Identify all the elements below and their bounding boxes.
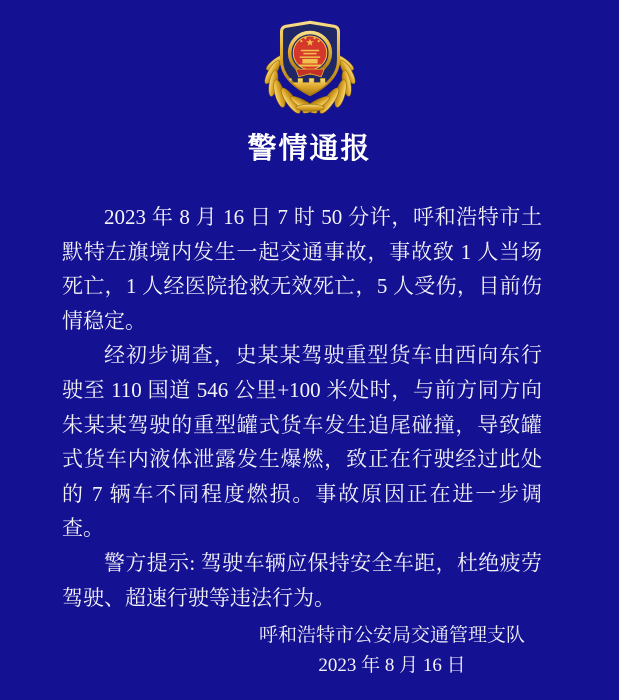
notice-paragraph-3: 警方提示: 驾驶车辆应保持安全车距，杜绝疲劳驾驶、超速行驶等违法行为。 [62, 550, 542, 610]
signature-date: 2023 年 8 月 16 日 [318, 655, 466, 676]
notice-paragraph-1: 2023 年 8 月 16 日 7 时 50 分许，呼和浩特市土默特左旗境内发生一起交通事故，事故致 1 人当场死亡，1 人经医院抢救无效死亡，5 人受伤，目前伤情稳定。 [62, 205, 542, 333]
signature-block [259, 621, 525, 681]
notice-paragraph-2: 经初步调查，史某某驾驶重型货车由西向东行驶至 110 国道 546 公里+100 米处时，与前方同方向朱某某驾驶的重型罐式货车发生追尾碰撞，导致罐式货车内液体泄露发生爆燃，致正在行驶经过此处的 7 辆车不同程度燃损。事故原因正在进一步调查。 [62, 343, 542, 541]
police-badge-icon [251, 12, 369, 114]
notice-body [62, 200, 542, 615]
page-title: 警情通报 [247, 133, 372, 165]
police-badge-svg [251, 12, 369, 114]
signature-organization: 呼和浩特市公安局交通管理支队 [258, 625, 525, 646]
